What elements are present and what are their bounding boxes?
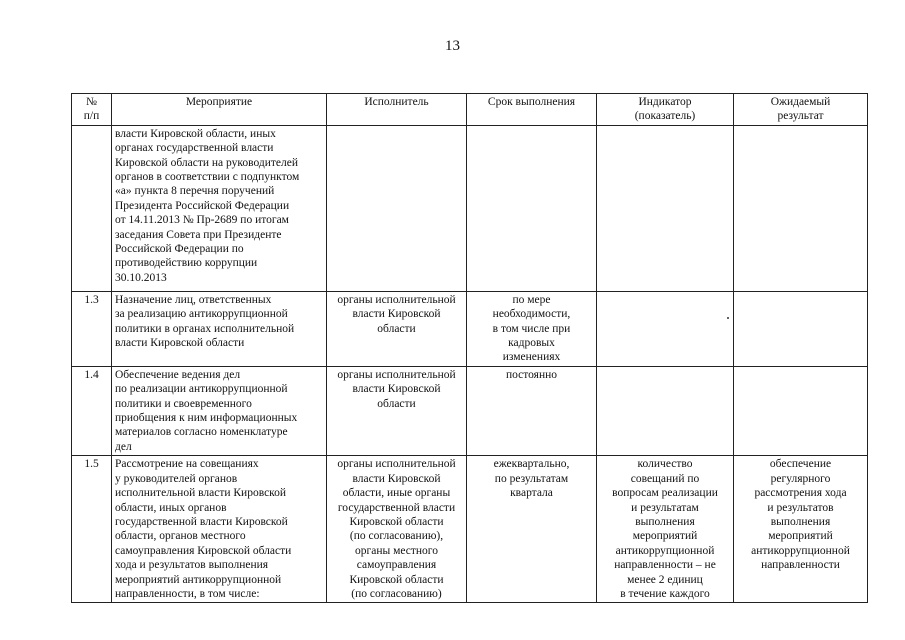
- header-executor: [327, 94, 467, 126]
- text-line: постоянно: [505, 368, 558, 381]
- text-line: органов в соответствии с подпунктом: [115, 171, 300, 184]
- row-num: 1.5: [72, 456, 112, 603]
- row-event: [112, 125, 327, 291]
- text-line: по результатам: [494, 472, 569, 485]
- text-line: противодействию коррупции: [115, 257, 258, 270]
- text-line: от 14.11.2013 № Пр-2689 по итогам: [115, 214, 289, 227]
- text-line: самоуправления: [356, 559, 437, 572]
- text-line: Мероприятие: [185, 96, 253, 108]
- text-line: Назначение лиц, ответственных: [115, 293, 272, 306]
- row-event: [112, 366, 327, 455]
- text-line: направленности: [761, 559, 840, 572]
- text-line: Индикатор: [638, 96, 692, 108]
- text-line: выполнения: [770, 515, 831, 528]
- text-line: Кировской области: [349, 515, 444, 528]
- text-line: в течение каждого: [620, 587, 710, 600]
- text-line: области, органов местного: [115, 530, 246, 543]
- text-line: области, иные органы: [342, 487, 451, 500]
- header-deadline: [467, 94, 597, 126]
- text-line: области, иных органов: [115, 501, 227, 514]
- text-line: у руководителей органов: [115, 472, 238, 485]
- text-line: заседания Совета при Президенте: [115, 228, 282, 241]
- text-line: по мере: [512, 293, 551, 306]
- text-line: органы местного: [355, 544, 438, 557]
- text-line: органах государственной власти: [115, 142, 274, 155]
- text-line: власти Кировской: [352, 383, 441, 396]
- text-line: Обеспечение ведения дел: [115, 368, 241, 381]
- row-indicator: [597, 366, 734, 455]
- text-line: Исполнитель: [364, 96, 429, 108]
- text-line: власти Кировской области: [115, 337, 245, 350]
- action-plan-table: [71, 93, 868, 603]
- text-line: за реализацию антикоррупционной: [115, 308, 288, 321]
- text-line: 30.10.2013: [115, 271, 167, 284]
- text-line: политики и своевременного: [115, 397, 252, 410]
- text-line: государственной власти Кировской: [115, 515, 288, 528]
- text-line: обеспечение: [769, 458, 832, 471]
- text-line: (по согласованию): [351, 587, 442, 600]
- text-line: «а» пункта 8 перечня поручений: [115, 185, 275, 198]
- row-executor: [327, 366, 467, 455]
- row-indicator: [597, 291, 734, 366]
- table-row: [72, 456, 868, 603]
- text-line: направленности, в том числе:: [115, 587, 260, 600]
- row-num: 1.3: [72, 291, 112, 366]
- row-indicator: [597, 125, 734, 291]
- text-line: выполнения: [635, 515, 695, 528]
- header-result: [734, 94, 868, 126]
- row-event: [112, 291, 327, 366]
- text-line: власти Кировской: [352, 472, 441, 485]
- text-line: политики в органах исполнительной: [115, 322, 295, 335]
- row-num: [72, 125, 112, 291]
- text-line: количество: [637, 458, 693, 471]
- row-result: [734, 366, 868, 455]
- text-line: по реализации антикоррупционной: [115, 383, 288, 396]
- text-line: власти Кировской области, иных: [115, 127, 276, 140]
- text-line: мероприятий антикоррупционной: [115, 573, 282, 586]
- text-line: вопросам реализации: [612, 487, 718, 500]
- page-number: 13: [445, 38, 460, 54]
- text-line: регулярного: [770, 472, 831, 485]
- row-result: [734, 291, 868, 366]
- row-indicator: [597, 456, 734, 603]
- text-line: Президента Российской Федерации: [115, 199, 290, 212]
- header-event: [112, 94, 327, 126]
- text-line: антикоррупционной: [615, 544, 715, 557]
- row-deadline: [467, 456, 597, 603]
- table-header-row: [72, 94, 868, 126]
- text-line: дел: [115, 440, 132, 453]
- row-result: [734, 125, 868, 291]
- table-row: [72, 366, 868, 455]
- row-executor: [327, 456, 467, 603]
- text-line: необходимости,: [492, 308, 571, 321]
- text-line: Кировской области: [349, 573, 444, 586]
- text-line: кадровых: [508, 337, 555, 350]
- text-line: Кировской области на руководителей: [115, 156, 299, 169]
- text-line: мероприятий: [632, 530, 698, 543]
- text-line: самоуправления Кировской области: [115, 544, 292, 557]
- table-row: [72, 291, 868, 366]
- text-line: и результатов: [767, 501, 834, 514]
- text-line: органы исполнительной: [337, 368, 456, 381]
- text-line: Ожидаемый: [770, 96, 831, 108]
- text-line: антикоррупционной: [751, 544, 850, 557]
- text-line: п/п: [83, 110, 100, 123]
- text-line: менее 2 единиц: [627, 573, 703, 586]
- text-line: власти Кировской: [352, 308, 441, 321]
- text-line: материалов согласно номенклатуре: [115, 426, 288, 439]
- text-line: ежеквартально,: [493, 458, 570, 471]
- text-line: органы исполнительной: [337, 293, 456, 306]
- text-line: Российской Федерации по: [115, 243, 244, 256]
- text-line: исполнительной власти Кировской: [115, 487, 287, 500]
- text-line: в том числе при: [492, 322, 571, 335]
- header-num: [72, 94, 112, 126]
- text-line: области: [377, 397, 416, 410]
- text-line: государственной власти: [337, 501, 456, 514]
- text-line: органы исполнительной: [337, 458, 456, 471]
- text-line: (по согласованию),: [349, 530, 444, 543]
- row-deadline: [467, 125, 597, 291]
- row-event: [112, 456, 327, 603]
- row-deadline: [467, 366, 597, 455]
- text-line: изменениях: [502, 351, 561, 364]
- row-executor: [327, 125, 467, 291]
- row-num: 1.4: [72, 366, 112, 455]
- row-result: [734, 456, 868, 603]
- text-line: Срок выполнения: [487, 96, 576, 108]
- text-line: Рассмотрение на совещаниях: [115, 458, 259, 471]
- text-line: (показатель): [634, 110, 696, 123]
- text-line: рассмотрения хода: [754, 487, 847, 500]
- text-line: квартала: [510, 487, 553, 500]
- text-line: совещаний по: [630, 472, 700, 485]
- row-executor: [327, 291, 467, 366]
- scan-speck: [727, 317, 729, 319]
- table-row: [72, 125, 868, 291]
- row-deadline: [467, 291, 597, 366]
- text-line: приобщения к ним информационных: [115, 412, 298, 425]
- text-line: и результатам: [631, 501, 699, 514]
- text-line: результат: [777, 110, 824, 123]
- header-indicator: [597, 94, 734, 126]
- text-line: мероприятий: [768, 530, 833, 543]
- text-line: направленности – не: [614, 559, 716, 572]
- text-line: хода и результатов выполнения: [115, 559, 269, 572]
- text-line: №: [86, 96, 97, 108]
- text-line: области: [377, 322, 416, 335]
